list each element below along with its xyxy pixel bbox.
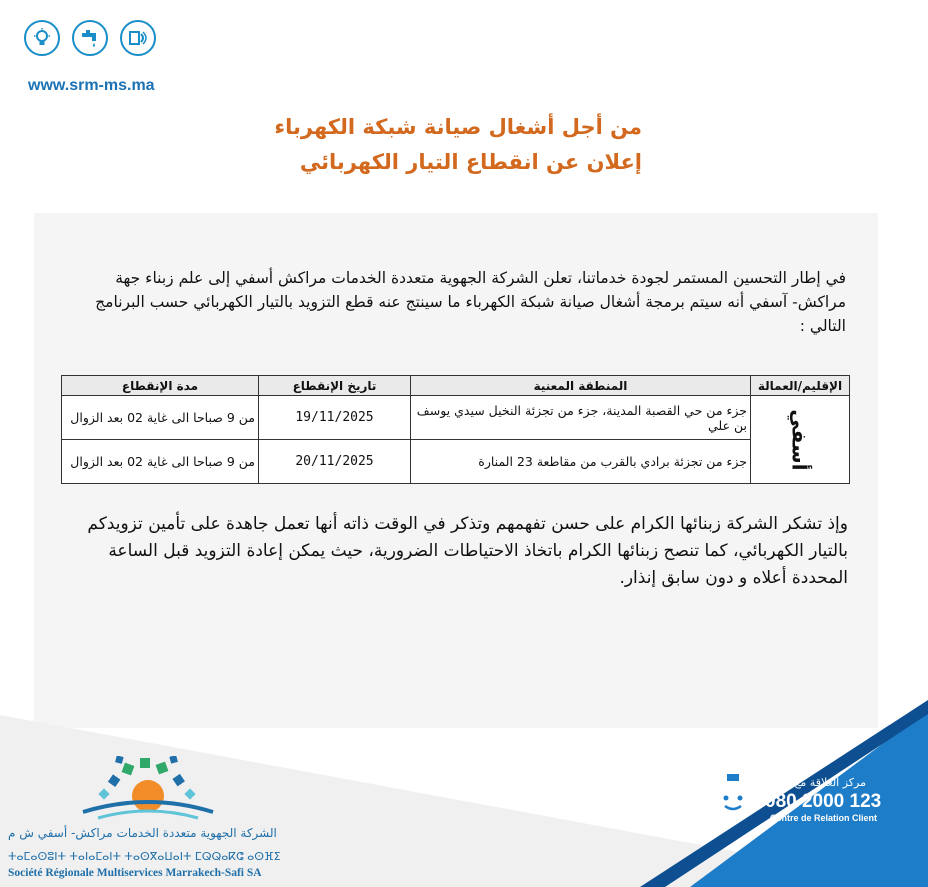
zone-cell: جزء من تجزئة برادي بالقرب من مقاطعة 23 المنارة bbox=[411, 440, 751, 484]
table-row bbox=[62, 396, 850, 440]
company-name-arabic: الشركة الجهوية متعددة الخدمات مراكش- أسفي ش م bbox=[8, 826, 277, 840]
company-logo bbox=[78, 756, 218, 830]
lightbulb-icon bbox=[24, 20, 60, 56]
intro-paragraph: في إطار التحسين المستمر لجودة خدماتنا، تعلن الشركة الجهوية متعددة الخدمات مراكش أسفي إلى علم زبناء جهة مراكش- آسفي أنه سيتم برمجة أشغال صيانة شبكة الكهرباء ما سينتج عنه قطع التزويد بالتيار الكهربائي حسب البرنامج التالي : bbox=[95, 269, 846, 335]
header-zone: المنطقة المعنية bbox=[411, 376, 751, 396]
company-name-tifinagh: ⵜⴰⵎⴰⵙⵓⵏⵜ ⵜⴰⵏⴰⵎⴰⵏⵜ ⵜⴰⵙⴳⴰⵡⴰⵏⵜ ⵎⵕⵕⴰⴽⵛ ⴰⵙⴼⵉ bbox=[8, 850, 281, 863]
closing-paragraph: وإذ تشكر الشركة زبنائها الكرام على حسن تفهمهم وتذكر في الوقت ذاته أنها تعمل جاهدة على تأمين تزويدكم بالتيار الكهربائي، كما تنصح زبنائها الكرام باتخاذ الاحتياطات الضرورية، حيث يمكن إعادة التزويد قبل الساعة المحددة أعلاه و دون سابق إنذار. bbox=[87, 514, 848, 588]
table-header-row bbox=[62, 376, 850, 396]
header-date: تاريخ الإنقطاع bbox=[259, 376, 411, 396]
region-cell bbox=[751, 396, 850, 484]
header-region: الإقليم/العمالة bbox=[751, 376, 850, 396]
announcement-subtitle: إعلان عن انقطاع التيار الكهربائي bbox=[299, 150, 642, 174]
website-url[interactable]: www.srm-ms.ma bbox=[28, 77, 155, 94]
water-tap-icon bbox=[72, 20, 108, 56]
header-duration: مدة الإنقطاع bbox=[62, 376, 259, 396]
duration-cell: من 9 صباحا الى غاية 02 بعد الزوال bbox=[62, 396, 259, 440]
service-icons bbox=[24, 20, 156, 56]
date-cell: 19/11/2025 bbox=[259, 396, 411, 440]
zone-cell: جزء من حي القصبة المدينة، جزء من تجزئة النخيل سيدي يوسف بن علي bbox=[411, 396, 751, 440]
company-name-french: Société Régionale Multiservices Marrakech-Safi SA bbox=[8, 867, 262, 879]
sanitation-icon bbox=[120, 20, 156, 56]
region-value: أسفي bbox=[788, 408, 812, 471]
announcement-title: من أجل أشغال صيانة شبكة الكهرباء bbox=[274, 115, 642, 139]
table-row bbox=[62, 440, 850, 484]
date-cell: 20/11/2025 bbox=[259, 440, 411, 484]
contact-center-label-french: Centre de Relation Client bbox=[770, 813, 878, 823]
duration-cell: من 9 صباحا الى غاية 02 بعد الزوال bbox=[62, 440, 259, 484]
contact-phone-number[interactable]: 080 2000 123 bbox=[765, 791, 882, 812]
customer-agent-icon bbox=[707, 768, 759, 828]
contact-center-label-arabic: مركز العلاقة مع الزبناء bbox=[763, 776, 866, 789]
outage-schedule-table bbox=[61, 375, 850, 484]
